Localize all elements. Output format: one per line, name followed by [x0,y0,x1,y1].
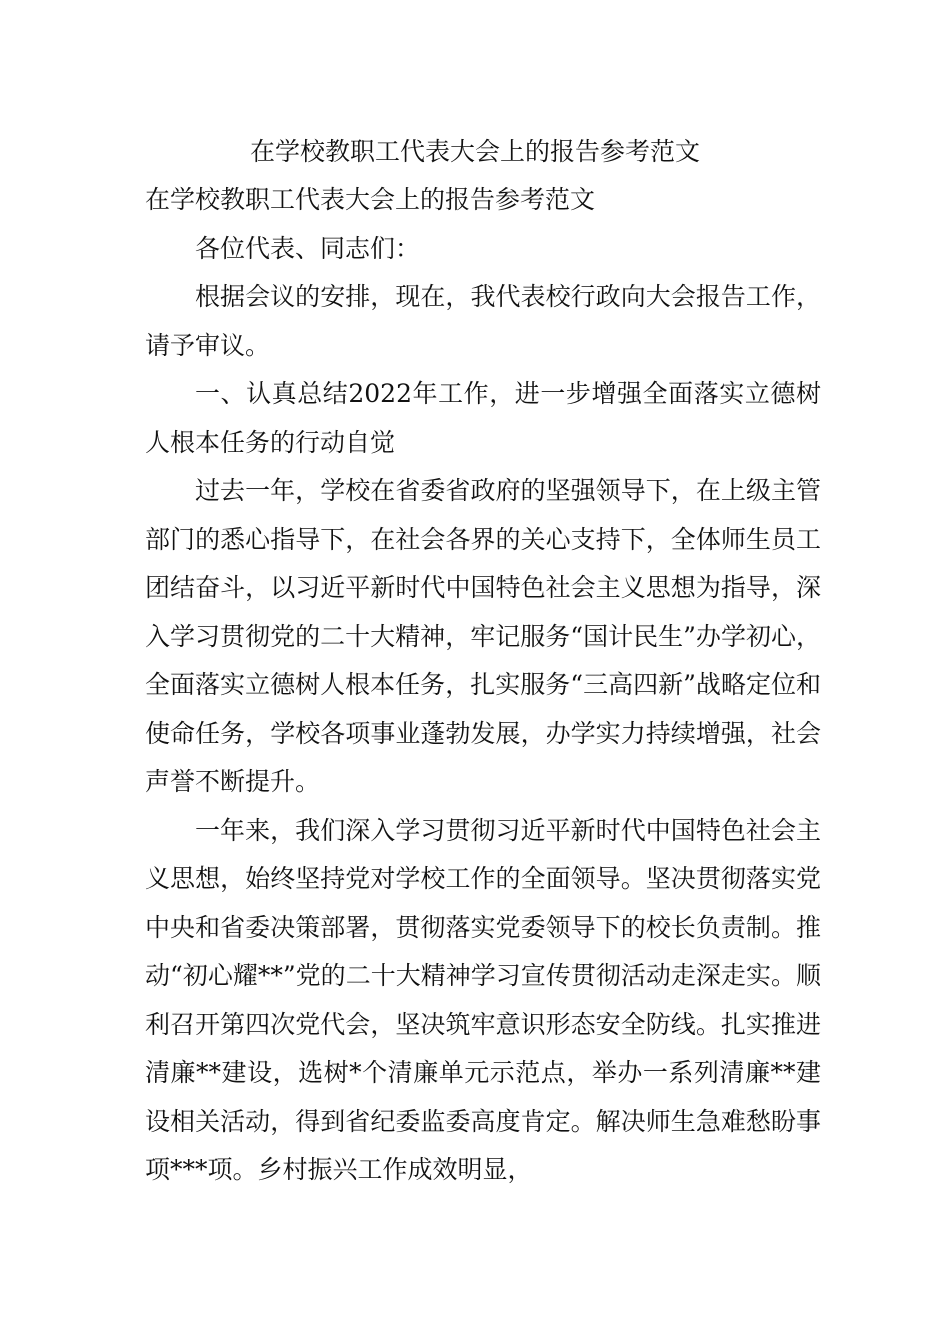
paragraph-greeting: 各位代表、同志们： [195,233,421,263]
section-heading-1: 一、认真总结2022年工作，进一步增强全面落实立德树人根本任务的行动自觉 [145,379,821,457]
paragraph-intro: 根据会议的安排，现在，我代表校行政向大会报告工作，请予审议。 [145,282,821,360]
document-title: 在学校教职工代表大会上的报告参考范文 [249,137,700,166]
document-subtitle: 在学校教职工代表大会上的报告参考范文 [145,185,596,214]
paragraph-one-year: 一年来，我们深入学习贯彻习近平新时代中国特色社会主义思想，始终坚持党对学校工作的全面领导。坚决贯彻落实党中央和省委决策部署，贯彻落实党委领导下的校长负责制。推动“初心耀**”党的二十大精神学习宣传贯彻活动走深走实。顺利召开第四次党代会，坚决筑牢意识形态安全防线。扎实推进清廉**建设，选树*个清廉单元示范点，举办一系列清廉**建设相关活动，得到省纪委监委高度肯定。解决师生急难愁盼事项***项。乡村振兴工作成效明显， [145,815,821,1184]
paragraph-past-year: 过去一年，学校在省委省政府的坚强领导下，在上级主管部门的悉心指导下，在社会各界的关心支持下，全体师生员工团结奋斗，以习近平新时代中国特色社会主义思想为指导，深入学习贯彻党的二十大精神，牢记服务“国计民生”办学初心，全面落实立德树人根本任务，扎实服务“三高四新”战略定位和使命任务，学校各项事业蓬勃发展，办学实力持续增强，社会声誉不断提升。 [145,476,821,796]
document-body [145,176,821,1195]
